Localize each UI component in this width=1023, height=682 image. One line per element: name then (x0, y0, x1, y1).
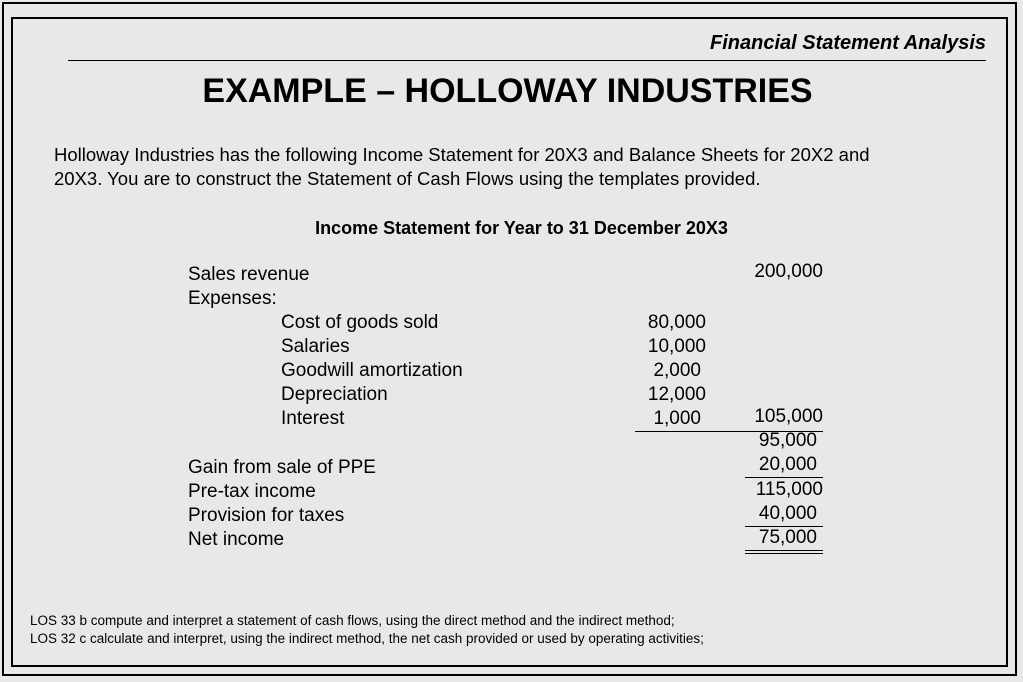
provision-taxes-amount: 40,000 (758, 503, 817, 524)
sales-revenue-label: Sales revenue (188, 264, 310, 285)
expense-label-goodwill: Goodwill amortization (281, 360, 463, 381)
provision-taxes-label: Provision for taxes (188, 505, 345, 526)
expense-label-depreciation: Depreciation (281, 384, 388, 405)
expense-amount-cogs: 80,000 (647, 312, 706, 333)
total-expenses-amount: 105,000 (754, 406, 823, 427)
expenses-label: Expenses: (188, 288, 277, 309)
los-footnotes (30, 612, 980, 648)
gain-rule (745, 477, 823, 478)
intro-paragraph (54, 143, 964, 191)
net-income-double-rule-top (745, 550, 823, 551)
net-income-amount: 75,000 (758, 527, 817, 548)
expense-label-interest: Interest (281, 408, 345, 429)
sales-revenue-amount: 200,000 (754, 261, 823, 282)
expense-amount-salaries: 10,000 (647, 336, 706, 357)
net-income-double-rule-bottom (745, 553, 823, 554)
intro-line-1: Holloway Industries has the following Income Statement for 20X3 and Balance Sheets for 20X2 and (54, 144, 870, 165)
statement-title: Income Statement for Year to 31 December 20X3 (315, 218, 728, 238)
gain-ppe-amount: 20,000 (758, 454, 817, 475)
operating-result-amount: 95,000 (758, 430, 817, 451)
gain-ppe-label: Gain from sale of PPE (188, 457, 376, 478)
footnote-line-1: LOS 33 b compute and interpret a statement of cash flows, using the direct method and the indirect method; (30, 613, 675, 628)
pretax-income-label: Pre-tax income (188, 481, 316, 502)
pretax-income-amount: 115,000 (755, 479, 823, 500)
slide-inner-border (11, 17, 1008, 667)
expense-label-cogs: Cost of goods sold (281, 312, 439, 333)
expense-amount-depreciation: 12,000 (647, 384, 706, 405)
expense-label-salaries: Salaries (281, 336, 350, 357)
header-rule (68, 60, 986, 61)
expense-amount-goodwill: 2,000 (653, 360, 701, 381)
expense-amount-interest: 1,000 (653, 408, 701, 429)
slide-title: EXAMPLE – HOLLOWAY INDUSTRIES (202, 72, 813, 110)
footnote-line-2: LOS 32 c calculate and interpret, using the indirect method, the net cash provided or used by operating activities; (30, 631, 704, 646)
net-income-label: Net income (188, 529, 285, 550)
intro-line-2: 20X3. You are to construct the Statement of Cash Flows using the templates provided. (54, 168, 761, 189)
header-subject: Financial Statement Analysis (709, 32, 986, 54)
